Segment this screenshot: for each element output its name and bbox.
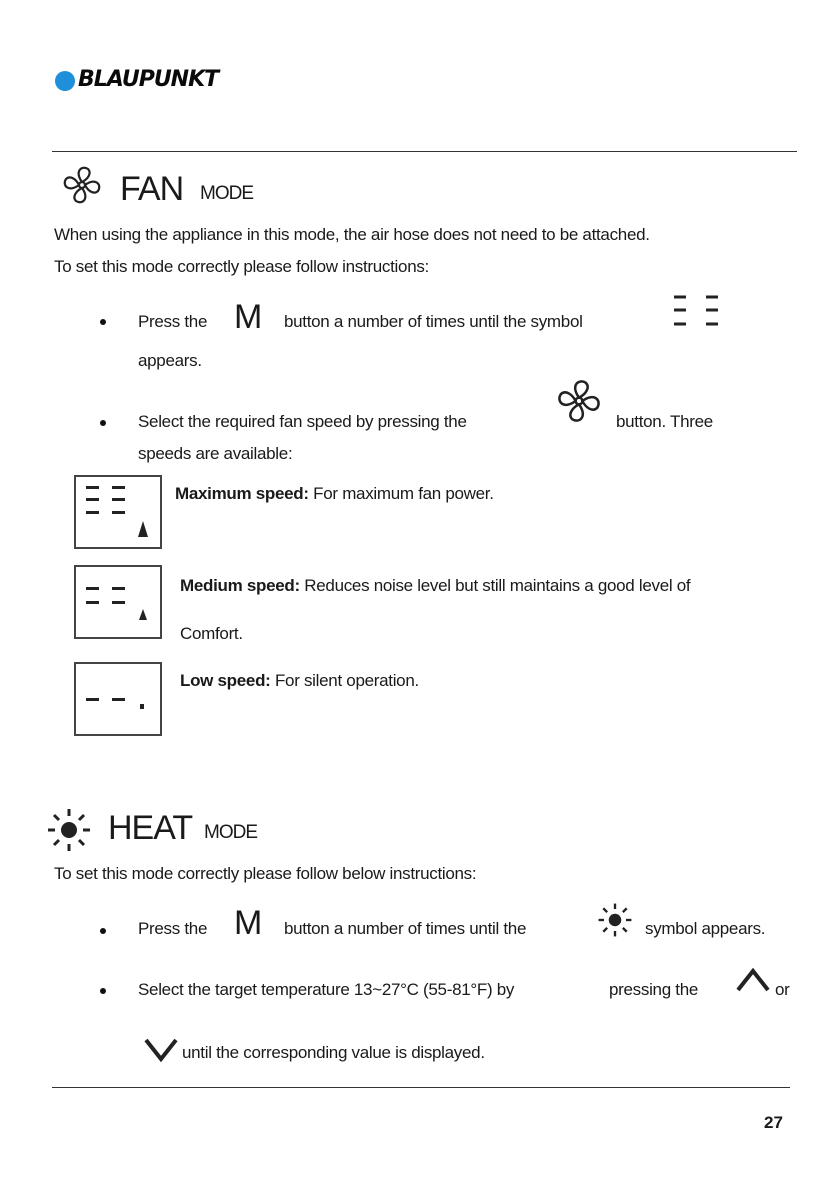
fan-button-icon [554, 376, 604, 426]
heat-mode-title: HEAT [108, 809, 193, 847]
heat-b2-pre: Select the target temperature 13~27°C (55-81°F) by [138, 980, 515, 999]
fan-mode-title: FAN [120, 170, 184, 208]
bottom-divider [52, 1087, 790, 1088]
low-speed-display-icon [74, 662, 162, 736]
up-arrow-icon [734, 966, 772, 994]
heat-b2-line2: until the corresponding value is displayed. [182, 1043, 485, 1062]
fan-b2-line2: speeds are available: [138, 444, 293, 463]
heat-symbol-icon [597, 902, 633, 938]
low-speed-row [180, 671, 419, 691]
heat-mode-subtitle: MODE [204, 822, 257, 843]
medium-speed-desc: Reduces noise level but still maintains a good level of [304, 576, 691, 595]
sun-icon [46, 807, 92, 853]
max-speed-row [175, 484, 494, 504]
top-divider [52, 151, 797, 152]
max-speed-desc: For maximum fan power. [313, 484, 494, 503]
brand-logo-dot [55, 71, 75, 91]
m-button-glyph: M [234, 904, 263, 942]
m-button-glyph: M [234, 298, 263, 336]
fan-mode-symbol-icon [668, 292, 724, 332]
fan-b1-post: button a number of times until the symbol [284, 312, 583, 331]
heat-b2-or: or [775, 980, 790, 999]
fan-icon [60, 163, 104, 207]
max-speed-display-icon [74, 475, 162, 549]
heat-intro: To set this mode correctly please follow below instructions: [54, 864, 477, 883]
medium-speed-label: Medium speed: [180, 576, 300, 595]
fan-b2-post: button. Three [616, 412, 713, 431]
bullet [100, 420, 106, 426]
max-speed-label: Maximum speed: [175, 484, 309, 503]
low-speed-desc: For silent operation. [274, 671, 419, 690]
fan-intro-line2: To set this mode correctly please follow instructions: [54, 257, 429, 276]
bullet [100, 928, 106, 934]
medium-speed-desc-cont: Comfort. [180, 624, 243, 643]
fan-mode-subtitle: MODE [200, 183, 253, 204]
heat-b1-post: symbol appears. [645, 919, 766, 938]
fan-b1-line2: appears. [138, 351, 202, 370]
fan-b1-pre: Press the [138, 312, 208, 331]
bullet [100, 319, 106, 325]
fan-b2-pre: Select the required fan speed by pressing the [138, 412, 467, 431]
fan-intro-line1: When using the appliance in this mode, the air hose does not need to be attached. [54, 225, 650, 244]
medium-speed-display-icon [74, 565, 162, 639]
low-speed-label: Low speed: [180, 671, 271, 690]
heat-b2-mid: pressing the [609, 980, 699, 999]
medium-speed-row [180, 576, 690, 596]
down-arrow-icon [142, 1036, 180, 1064]
heat-b1-pre: Press the [138, 919, 208, 938]
heat-b1-mid: button a number of times until the [284, 919, 527, 938]
page-number: 27 [764, 1113, 783, 1132]
brand-logo-text: BLAUPUNKT [78, 67, 219, 92]
bullet [100, 988, 106, 994]
